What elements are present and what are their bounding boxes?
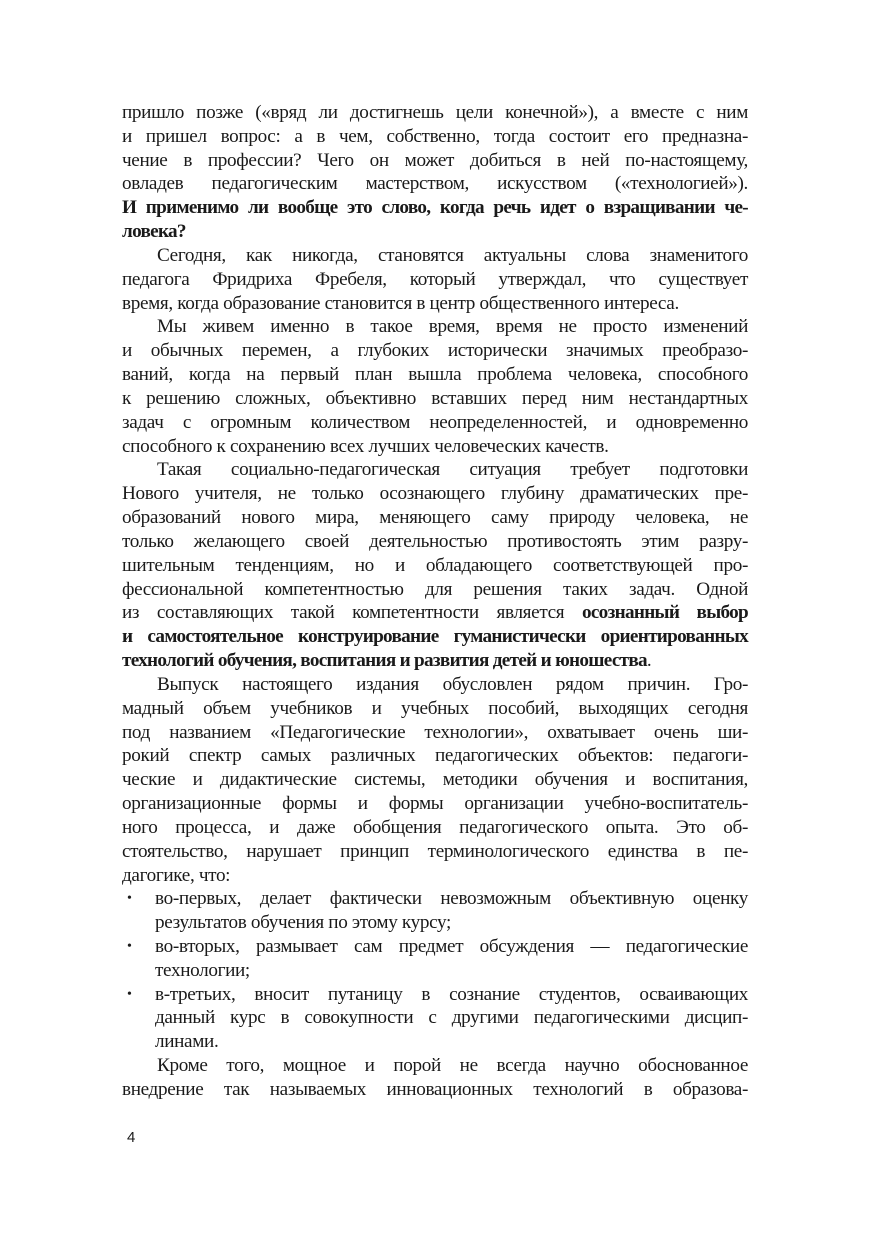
text-line: Сегодня, как никогда, становятся актуальны слова знаменитого — [157, 244, 748, 266]
text-line: Нового учителя, не только осознающего глубину драматических пре- — [122, 483, 748, 505]
bullet-item — [122, 983, 748, 1054]
text-line: шительным тенденциям, но и обладающего соответствующей про- — [122, 554, 748, 576]
text-line: дагогике, что: — [122, 864, 231, 886]
text-segment: в-третьих, вносит путаницу в сознание студентов, осваивающих — [155, 983, 748, 1005]
paragraph — [122, 101, 748, 244]
text-line: педагога Фридриха Фребеля, который утверждал, что существует — [122, 268, 748, 290]
bold-text-segment: технологий обучения, воспитания и развития детей и юношества — [122, 650, 647, 672]
bold-text-segment: осознанный выбор — [581, 602, 749, 624]
text-line: результатов обучения по этому курсу; — [155, 912, 451, 934]
text-line: и обычных перемен, а глубоких исторически значимых преобразо- — [122, 340, 748, 362]
text-line: ного процесса, и даже обобщения педагогического опыта. Это об- — [122, 816, 748, 838]
bullet-list — [122, 887, 748, 1054]
text-line: Такая социально-педагогическая ситуация требует подготовки — [157, 459, 748, 481]
text-line: пришло позже («вряд ли достигнешь цели конечной»), а вместе с ним — [122, 102, 748, 123]
bold-text-line: И применимо ли вообще это слово, когда речь идет о взращивании че- — [122, 197, 748, 219]
bullet-item — [122, 935, 748, 983]
text-line: ваний, когда на первый план вышла проблема человека, способного — [122, 364, 748, 386]
bold-text-line: и самостоятельное конструирование гуманистически ориентированных — [122, 626, 748, 648]
text-line — [122, 887, 748, 911]
text-line: рокий спектр самых различных педагогических объектов: педагоги- — [122, 745, 748, 767]
text-line — [122, 649, 748, 673]
text-line: технологии; — [155, 959, 250, 981]
paragraph — [122, 315, 748, 458]
text-segment: . — [646, 650, 652, 672]
page-body — [122, 101, 748, 1102]
paragraph — [122, 1054, 748, 1102]
text-line: Кроме того, мощное и порой не всегда научно обоснованное — [157, 1055, 748, 1077]
text-line: образований нового мира, меняющего саму природу человека, не — [122, 507, 748, 529]
text-line: внедрение так называемых инновационных технологий в образова- — [122, 1078, 748, 1100]
text-line: линами. — [155, 1031, 219, 1053]
text-line: организационные формы и формы организации учебно-воспитатель- — [122, 793, 748, 815]
text-line: данный курс в совокупности с другими педагогическими дисцип- — [155, 1007, 748, 1029]
text-line: фессиональной компетентностью для решения таких задач. Одной — [122, 578, 748, 600]
text-line — [122, 983, 748, 1007]
text-line: овладев педагогическим мастерством, искусством («технологией»). — [122, 173, 748, 195]
text-line: время, когда образование становится в центр общественного интереса. — [122, 292, 679, 314]
text-line: чение в профессии? Чего он может добиться в ней по-настоящему, — [122, 149, 748, 171]
text-line: способного к сохранению всех лучших человеческих качеств. — [122, 435, 609, 457]
text-line: Мы живем именно в такое время, время не просто изменений — [157, 316, 748, 338]
text-line: задач с огромным количеством неопределенностей, и одновременно — [122, 411, 748, 433]
text-line — [122, 601, 748, 625]
text-line: стоятельство, нарушает принцип терминологического единства в пе- — [122, 840, 748, 862]
text-line — [122, 935, 748, 959]
text-line: мадный объем учебников и учебных пособий, выходящих сегодня — [122, 697, 748, 719]
text-line: и пришел вопрос: а в чем, собственно, тогда состоит его предназна- — [122, 125, 748, 147]
text-segment: во-вторых, размывает сам предмет обсуждения — педагогические — [155, 935, 748, 957]
bullet-icon: • — [127, 938, 132, 954]
text-line: ческие и дидактические системы, методики обучения и воспитания, — [122, 769, 748, 791]
text-line: Выпуск настоящего издания обусловлен рядом причин. Гро- — [157, 673, 748, 695]
paragraph — [122, 673, 748, 887]
bullet-icon: • — [127, 986, 132, 1002]
bullet-item — [122, 887, 748, 935]
text-segment: из составляющих такой компетентности является — [122, 602, 582, 624]
text-line: под названием «Педагогические технологии», охватывает очень ши- — [122, 721, 748, 743]
text-segment: во-первых, делает фактически невозможным объективную оценку — [155, 888, 748, 910]
paragraph — [122, 244, 748, 315]
paragraph — [122, 458, 748, 672]
page-number: 4 — [127, 1129, 136, 1146]
bullet-icon: • — [127, 891, 132, 907]
bold-text-line: ловека? — [122, 221, 186, 243]
text-line: к решению сложных, объективно вставших перед ним нестандартных — [122, 387, 748, 409]
text-line: только желающего своей деятельностью противостоять этим разру- — [122, 530, 748, 552]
